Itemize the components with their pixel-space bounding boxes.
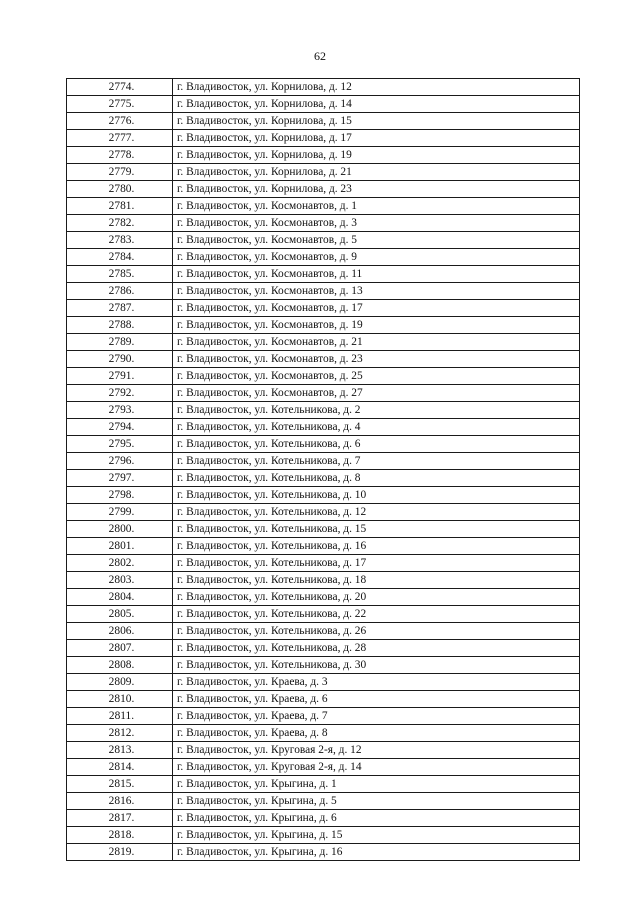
row-number-cell: 2800.	[67, 521, 173, 538]
row-number-cell: 2775.	[67, 96, 173, 113]
table-row	[67, 113, 580, 130]
row-number-cell: 2788.	[67, 317, 173, 334]
table-row	[67, 572, 580, 589]
address-cell: г. Владивосток, ул. Котельникова, д. 30	[173, 657, 580, 674]
table-row	[67, 266, 580, 283]
address-cell: г. Владивосток, ул. Космонавтов, д. 23	[173, 351, 580, 368]
page-number: 62	[314, 49, 326, 63]
row-number-cell: 2812.	[67, 725, 173, 742]
row-number-cell: 2816.	[67, 793, 173, 810]
address-cell: г. Владивосток, ул. Котельникова, д. 10	[173, 487, 580, 504]
address-cell: г. Владивосток, ул. Котельникова, д. 17	[173, 555, 580, 572]
address-cell: г. Владивосток, ул. Котельникова, д. 28	[173, 640, 580, 657]
address-cell: г. Владивосток, ул. Круговая 2-я, д. 12	[173, 742, 580, 759]
table-row	[67, 232, 580, 249]
table-row	[67, 317, 580, 334]
row-number-cell: 2805.	[67, 606, 173, 623]
table-row	[67, 79, 580, 96]
table-row	[67, 470, 580, 487]
address-cell: г. Владивосток, ул. Котельникова, д. 26	[173, 623, 580, 640]
table-row	[67, 674, 580, 691]
address-cell: г. Владивосток, ул. Крыгина, д. 5	[173, 793, 580, 810]
table-row	[67, 402, 580, 419]
row-number-cell: 2784.	[67, 249, 173, 266]
table-row	[67, 283, 580, 300]
row-number-cell: 2785.	[67, 266, 173, 283]
address-cell: г. Владивосток, ул. Корнилова, д. 12	[173, 79, 580, 96]
row-number-cell: 2780.	[67, 181, 173, 198]
table-row	[67, 623, 580, 640]
address-cell: г. Владивосток, ул. Космонавтов, д. 13	[173, 283, 580, 300]
address-cell: г. Владивосток, ул. Котельникова, д. 15	[173, 521, 580, 538]
address-cell: г. Владивосток, ул. Краева, д. 8	[173, 725, 580, 742]
row-number-cell: 2783.	[67, 232, 173, 249]
row-number-cell: 2789.	[67, 334, 173, 351]
row-number-cell: 2796.	[67, 453, 173, 470]
address-cell: г. Владивосток, ул. Корнилова, д. 17	[173, 130, 580, 147]
address-cell: г. Владивосток, ул. Корнилова, д. 14	[173, 96, 580, 113]
row-number-cell: 2802.	[67, 555, 173, 572]
address-cell: г. Владивосток, ул. Крыгина, д. 6	[173, 810, 580, 827]
table-row	[67, 776, 580, 793]
address-cell: г. Владивосток, ул. Космонавтов, д. 21	[173, 334, 580, 351]
row-number-cell: 2807.	[67, 640, 173, 657]
table-row	[67, 589, 580, 606]
row-number-cell: 2811.	[67, 708, 173, 725]
address-cell: г. Владивосток, ул. Крыгина, д. 15	[173, 827, 580, 844]
table-row	[67, 793, 580, 810]
table-row	[67, 555, 580, 572]
table-row	[67, 385, 580, 402]
table-row	[67, 130, 580, 147]
row-number-cell: 2799.	[67, 504, 173, 521]
row-number-cell: 2797.	[67, 470, 173, 487]
row-number-cell: 2782.	[67, 215, 173, 232]
row-number-cell: 2794.	[67, 419, 173, 436]
address-cell: г. Владивосток, ул. Космонавтов, д. 11	[173, 266, 580, 283]
address-table-body	[67, 79, 580, 861]
address-cell: г. Владивосток, ул. Котельникова, д. 12	[173, 504, 580, 521]
address-cell: г. Владивосток, ул. Корнилова, д. 15	[173, 113, 580, 130]
address-cell: г. Владивосток, ул. Котельникова, д. 20	[173, 589, 580, 606]
address-cell: г. Владивосток, ул. Корнилова, д. 21	[173, 164, 580, 181]
address-cell: г. Владивосток, ул. Космонавтов, д. 19	[173, 317, 580, 334]
table-row	[67, 759, 580, 776]
row-number-cell: 2818.	[67, 827, 173, 844]
address-cell: г. Владивосток, ул. Крыгина, д. 1	[173, 776, 580, 793]
address-cell: г. Владивосток, ул. Котельникова, д. 22	[173, 606, 580, 623]
row-number-cell: 2819.	[67, 844, 173, 861]
address-cell: г. Владивосток, ул. Круговая 2-я, д. 14	[173, 759, 580, 776]
table-row	[67, 368, 580, 385]
address-cell: г. Владивосток, ул. Корнилова, д. 19	[173, 147, 580, 164]
table-row	[67, 810, 580, 827]
row-number-cell: 2776.	[67, 113, 173, 130]
row-number-cell: 2787.	[67, 300, 173, 317]
row-number-cell: 2804.	[67, 589, 173, 606]
address-cell: г. Владивосток, ул. Котельникова, д. 6	[173, 436, 580, 453]
row-number-cell: 2777.	[67, 130, 173, 147]
table-row	[67, 164, 580, 181]
table-row	[67, 419, 580, 436]
table-row	[67, 640, 580, 657]
table-row	[67, 538, 580, 555]
row-number-cell: 2774.	[67, 79, 173, 96]
table-row	[67, 844, 580, 861]
table-row	[67, 96, 580, 113]
row-number-cell: 2781.	[67, 198, 173, 215]
row-number-cell: 2778.	[67, 147, 173, 164]
table-row	[67, 606, 580, 623]
row-number-cell: 2786.	[67, 283, 173, 300]
address-cell: г. Владивосток, ул. Космонавтов, д. 9	[173, 249, 580, 266]
row-number-cell: 2795.	[67, 436, 173, 453]
address-cell: г. Владивосток, ул. Котельникова, д. 8	[173, 470, 580, 487]
table-row	[67, 521, 580, 538]
address-cell: г. Владивосток, ул. Котельникова, д. 4	[173, 419, 580, 436]
table-row	[67, 487, 580, 504]
table-row	[67, 249, 580, 266]
table-row	[67, 436, 580, 453]
row-number-cell: 2813.	[67, 742, 173, 759]
table-row	[67, 215, 580, 232]
row-number-cell: 2809.	[67, 674, 173, 691]
row-number-cell: 2808.	[67, 657, 173, 674]
table-row	[67, 725, 580, 742]
row-number-cell: 2779.	[67, 164, 173, 181]
address-cell: г. Владивосток, ул. Космонавтов, д. 27	[173, 385, 580, 402]
table-row	[67, 198, 580, 215]
table-row	[67, 742, 580, 759]
address-cell: г. Владивосток, ул. Космонавтов, д. 5	[173, 232, 580, 249]
address-cell: г. Владивосток, ул. Краева, д. 3	[173, 674, 580, 691]
table-row	[67, 147, 580, 164]
address-table	[66, 78, 580, 861]
address-cell: г. Владивосток, ул. Котельникова, д. 7	[173, 453, 580, 470]
address-cell: г. Владивосток, ул. Крыгина, д. 16	[173, 844, 580, 861]
address-cell: г. Владивосток, ул. Космонавтов, д. 25	[173, 368, 580, 385]
table-row	[67, 657, 580, 674]
address-cell: г. Владивосток, ул. Краева, д. 7	[173, 708, 580, 725]
table-row	[67, 691, 580, 708]
row-number-cell: 2815.	[67, 776, 173, 793]
row-number-cell: 2798.	[67, 487, 173, 504]
address-cell: г. Владивосток, ул. Корнилова, д. 23	[173, 181, 580, 198]
address-cell: г. Владивосток, ул. Котельникова, д. 2	[173, 402, 580, 419]
row-number-cell: 2790.	[67, 351, 173, 368]
table-row	[67, 181, 580, 198]
table-row	[67, 334, 580, 351]
row-number-cell: 2803.	[67, 572, 173, 589]
row-number-cell: 2792.	[67, 385, 173, 402]
table-row	[67, 708, 580, 725]
row-number-cell: 2810.	[67, 691, 173, 708]
address-cell: г. Владивосток, ул. Космонавтов, д. 17	[173, 300, 580, 317]
address-cell: г. Владивосток, ул. Котельникова, д. 16	[173, 538, 580, 555]
table-row	[67, 453, 580, 470]
row-number-cell: 2793.	[67, 402, 173, 419]
table-row	[67, 351, 580, 368]
address-cell: г. Владивосток, ул. Котельникова, д. 18	[173, 572, 580, 589]
address-cell: г. Владивосток, ул. Космонавтов, д. 1	[173, 198, 580, 215]
address-cell: г. Владивосток, ул. Краева, д. 6	[173, 691, 580, 708]
table-row	[67, 300, 580, 317]
row-number-cell: 2791.	[67, 368, 173, 385]
address-cell: г. Владивосток, ул. Космонавтов, д. 3	[173, 215, 580, 232]
table-row	[67, 504, 580, 521]
row-number-cell: 2801.	[67, 538, 173, 555]
row-number-cell: 2806.	[67, 623, 173, 640]
row-number-cell: 2817.	[67, 810, 173, 827]
table-row	[67, 827, 580, 844]
row-number-cell: 2814.	[67, 759, 173, 776]
